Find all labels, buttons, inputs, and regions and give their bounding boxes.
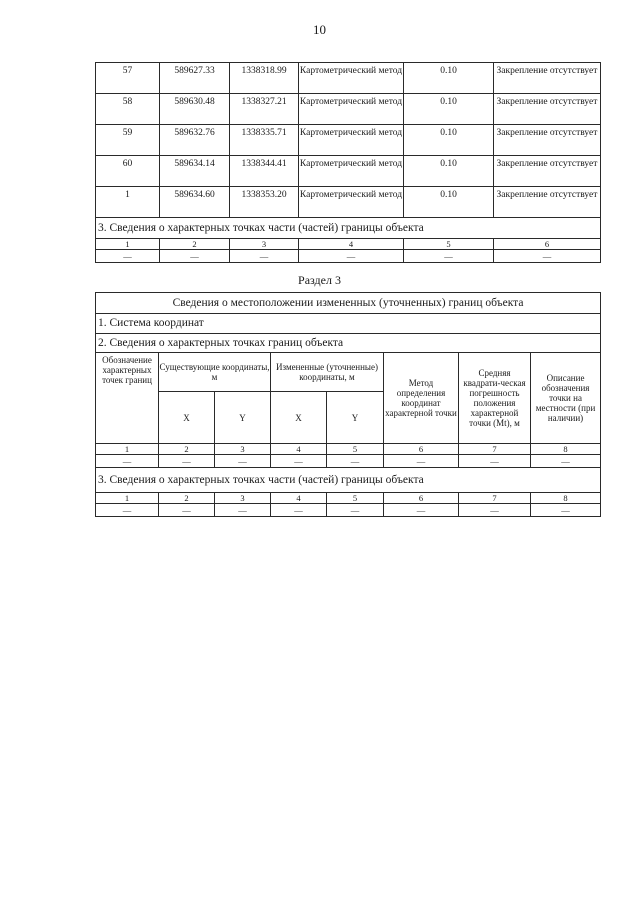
empty-value-dash: — [159,455,215,468]
parts-heading: 3. Сведения о характерных точках части (частей) границы объекта [96,468,601,493]
column-number: 3 [215,444,271,455]
point-number: 60 [96,156,160,187]
column-number: 2 [159,493,215,504]
column-number: 1 [96,493,159,504]
coordinates-table [95,62,601,263]
point-number: 59 [96,125,160,156]
coordinate-y: 1338335.71 [230,125,299,156]
empty-value-dash: — [404,250,494,263]
method: Картометрический метод [299,125,404,156]
section-title: Раздел 3 [298,273,341,287]
table-row [96,125,601,156]
point-description: Закрепление отсутствует [494,187,601,218]
point-number: 58 [96,94,160,125]
empty-value-dash: — [459,455,531,468]
column-number: 6 [494,239,601,250]
empty-value-dash: — [96,250,160,263]
method: Картометрический метод [299,94,404,125]
header-accuracy: Средняя квадрати-ческая погрешность положения характерной точки (Mt), м [459,353,531,444]
coordinate-y: 1338318.99 [230,63,299,94]
column-number: 5 [404,239,494,250]
point-description: Закрепление отсутствует [494,63,601,94]
column-number: 7 [459,493,531,504]
coordinate-x: 589632.76 [160,125,230,156]
empty-value-dash: — [459,504,531,517]
table-row [96,156,601,187]
empty-value-dash: — [384,455,459,468]
empty-value-dash: — [271,504,327,517]
header-description: Описание обозначения точки на местности (при наличии) [531,353,601,444]
column-number: 6 [384,493,459,504]
column-number: 6 [384,444,459,455]
column-number: 5 [327,444,384,455]
empty-value-dash: — [215,504,271,517]
changed-boundaries-table [95,292,601,517]
column-number: 5 [327,493,384,504]
point-number: 1 [96,187,160,218]
header-changed-x: X [271,392,327,444]
column-number: 3 [215,493,271,504]
coordinate-y: 1338327.21 [230,94,299,125]
table-row [96,94,601,125]
table-row [96,187,601,218]
column-number: 8 [531,444,601,455]
coordinate-system-heading: 1. Система координат [96,314,601,334]
column-number: 2 [159,444,215,455]
header-changed-coordinates: Измененные (уточненные) координаты, м [271,353,384,392]
point-description: Закрепление отсутствует [494,125,601,156]
header-existing-coordinates: Существующие координаты, м [159,353,271,392]
coordinate-x: 589634.14 [160,156,230,187]
method: Картометрический метод [299,63,404,94]
method: Картометрический метод [299,187,404,218]
method: Картометрический метод [299,156,404,187]
empty-value-dash: — [384,504,459,517]
point-description: Закрепление отсутствует [494,94,601,125]
accuracy: 0.10 [404,94,494,125]
column-number: 4 [271,493,327,504]
table-title: Сведения о местоположении измененных (уточненных) границ объекта [96,293,601,314]
empty-value-dash: — [494,250,601,263]
column-number: 4 [299,239,404,250]
coordinate-y: 1338353.20 [230,187,299,218]
accuracy: 0.10 [404,187,494,218]
table-row [96,63,601,94]
column-number: 3 [230,239,299,250]
empty-value-dash: — [230,250,299,263]
empty-value-dash: — [299,250,404,263]
empty-value-dash: — [96,455,159,468]
empty-value-dash: — [531,504,601,517]
column-number: 2 [160,239,230,250]
empty-value-dash: — [159,504,215,517]
page-number: 10 [313,22,326,37]
empty-value-dash: — [327,504,384,517]
column-number: 1 [96,444,159,455]
coordinate-x: 589627.33 [160,63,230,94]
point-number: 57 [96,63,160,94]
column-number: 4 [271,444,327,455]
empty-value-dash: — [96,504,159,517]
empty-value-dash: — [327,455,384,468]
empty-value-dash: — [271,455,327,468]
accuracy: 0.10 [404,125,494,156]
empty-value-dash: — [531,455,601,468]
coordinate-x: 589634.60 [160,187,230,218]
coordinate-y: 1338344.41 [230,156,299,187]
header-changed-y: Y [327,392,384,444]
empty-value-dash: — [160,250,230,263]
header-existing-x: X [159,392,215,444]
accuracy: 0.10 [404,63,494,94]
point-description: Закрепление отсутствует [494,156,601,187]
column-number: 7 [459,444,531,455]
header-method: Метод определения координат характерной точки [384,353,459,444]
header-existing-y: Y [215,392,271,444]
parts-heading: 3. Сведения о характерных точках части (частей) границы объекта [96,218,601,239]
column-number: 8 [531,493,601,504]
column-number: 1 [96,239,160,250]
empty-value-dash: — [215,455,271,468]
header-designation: Обозначение характерных точек границ [96,353,159,444]
accuracy: 0.10 [404,156,494,187]
coordinate-x: 589630.48 [160,94,230,125]
boundary-points-heading: 2. Сведения о характерных точках границ объекта [96,334,601,353]
